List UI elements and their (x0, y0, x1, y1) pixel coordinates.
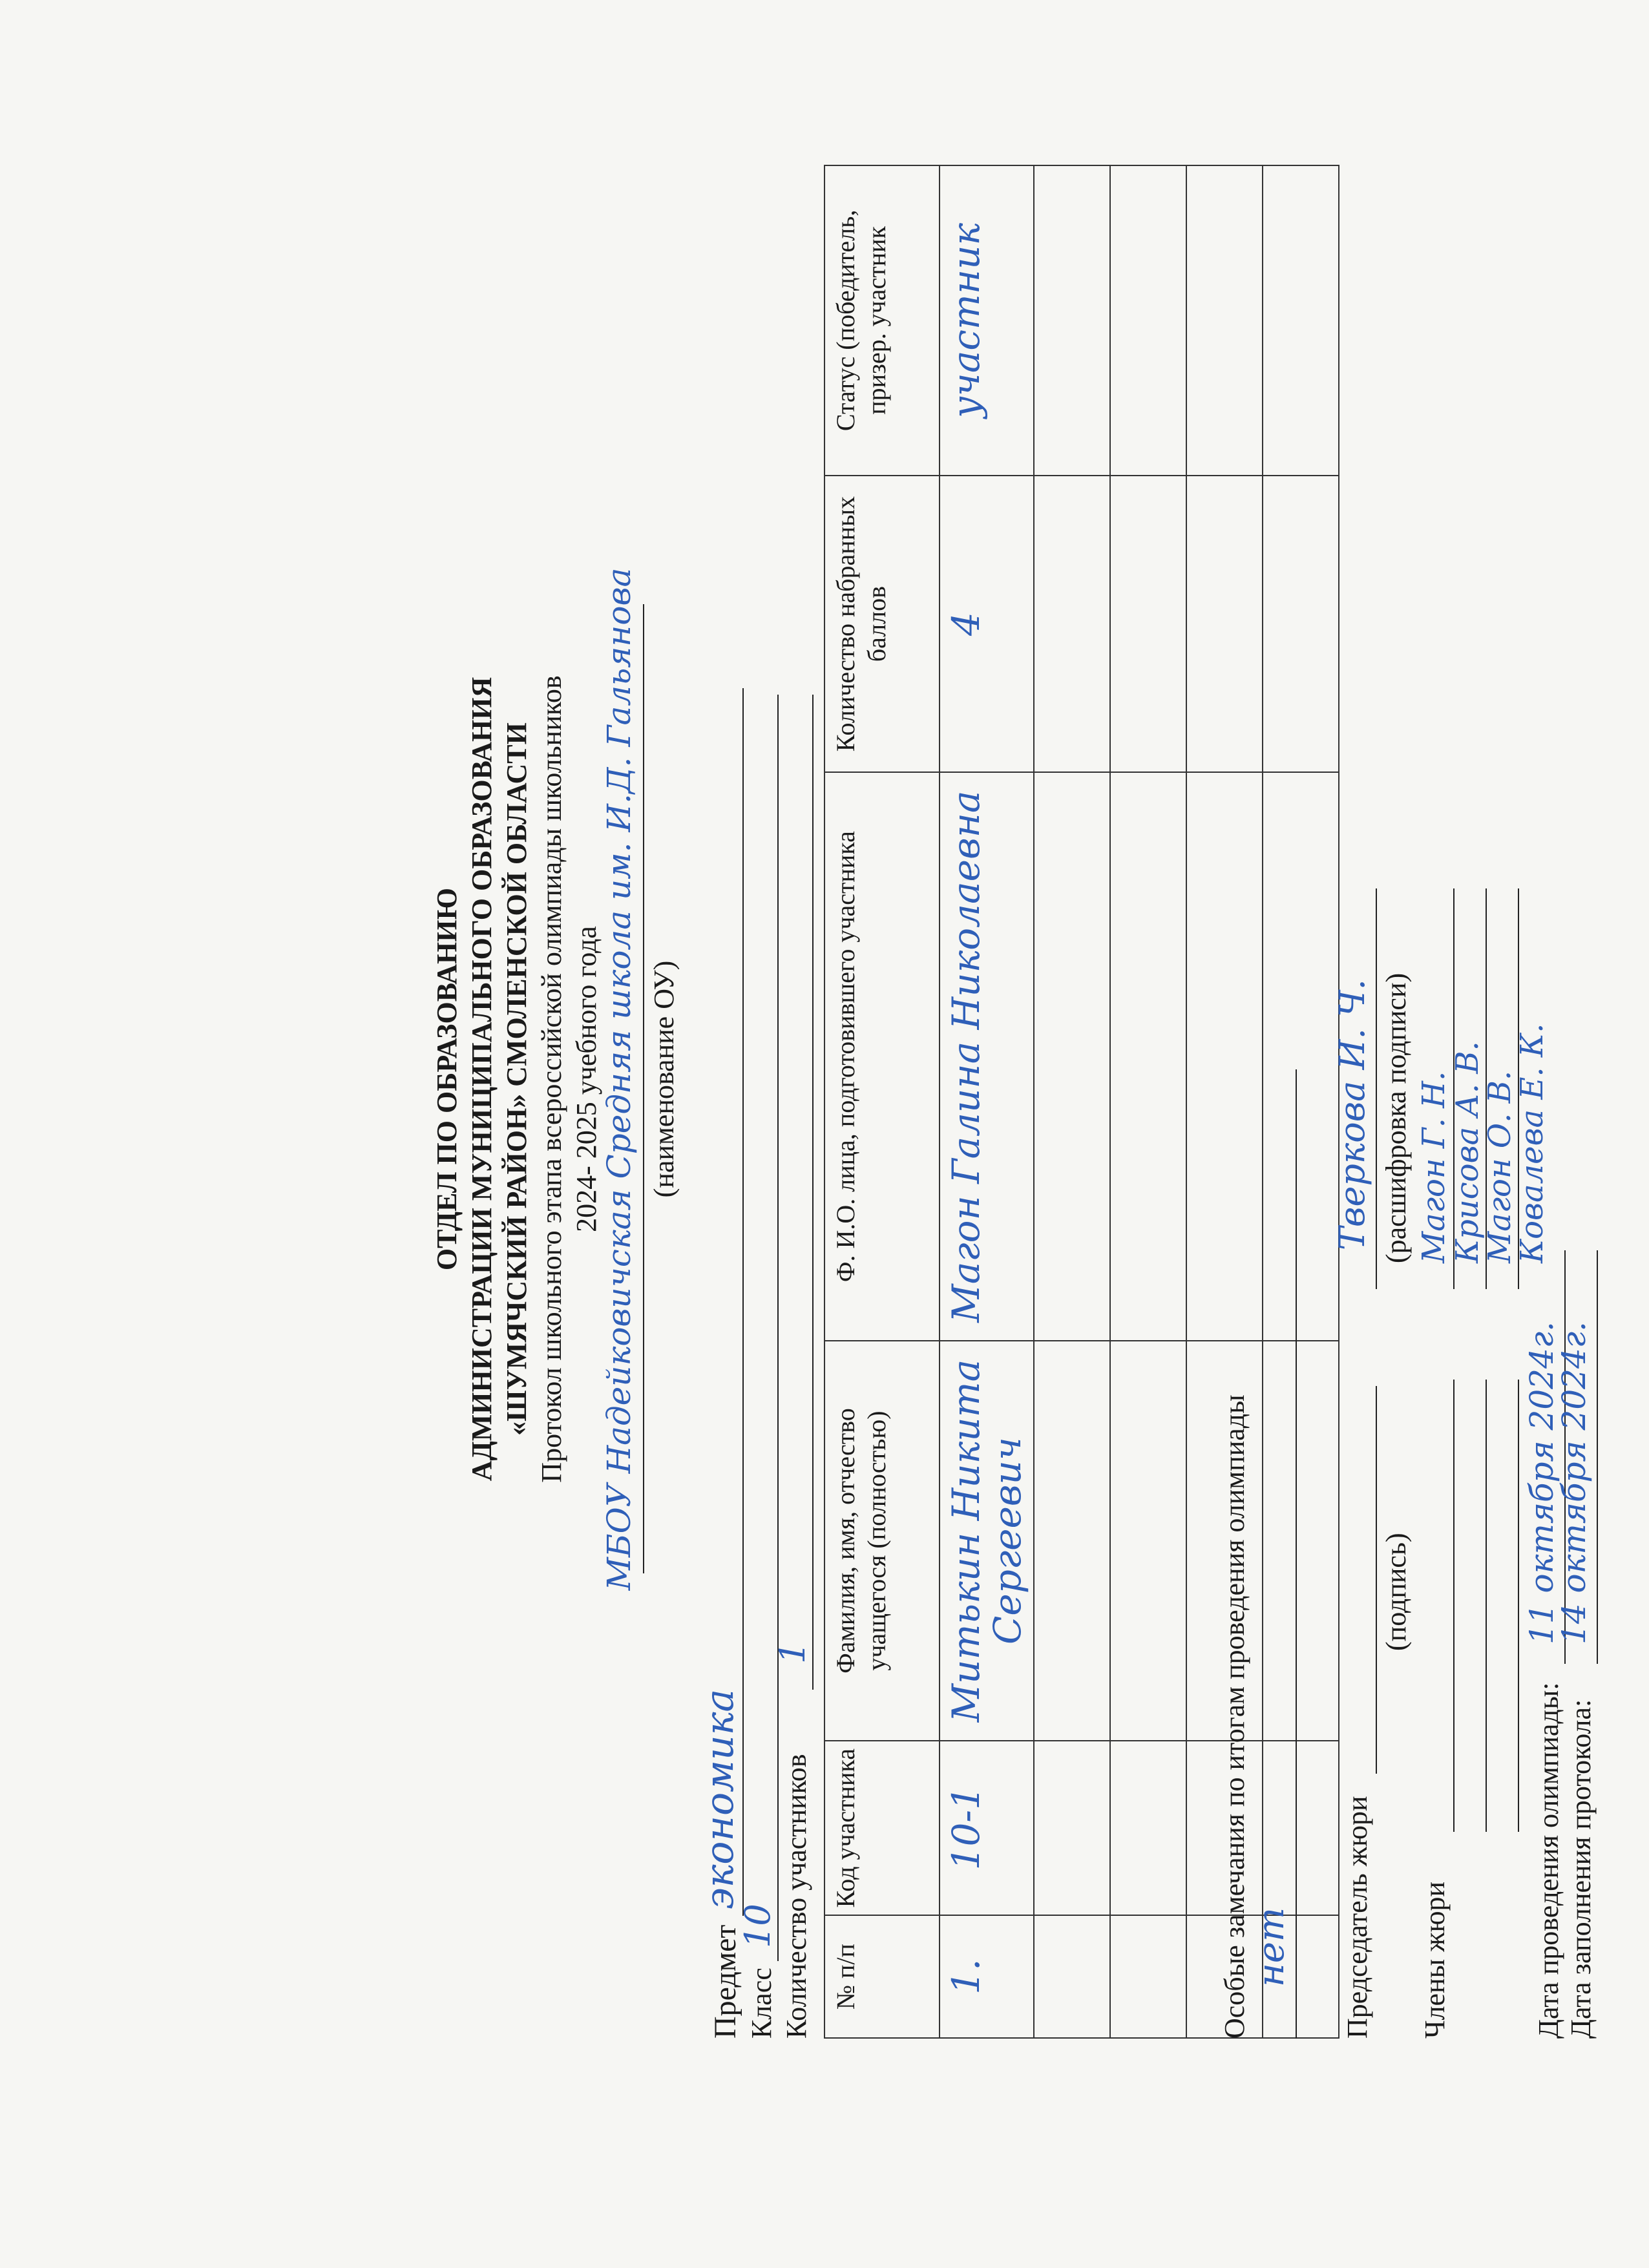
table-header-row (824, 165, 940, 2038)
school-caption: (наименование ОУ) (648, 960, 680, 1198)
filled-date-label: Дата заполнения протокола: (1565, 1699, 1597, 2039)
filled-date-value: 14 октября 2024г. (1555, 1321, 1593, 1644)
col-teacher-name: Ф. И.О. лица, подготовившего участника (824, 772, 940, 1340)
header-line-2: АДМИНИСТРАЦИИ МУНИЦИПАЛЬНОГО ОБРАЗОВАНИЯ (466, 677, 498, 1482)
cell-number (1110, 1915, 1186, 2038)
class-underline (777, 695, 779, 1961)
col-score: Количество набранных баллов (824, 476, 940, 773)
subject-label: Предмет (708, 1924, 742, 2039)
header-line-3: «ШУМЯЧСКИЙ РАЙОН» СМОЛЕНСКОЙ ОБЛАСТИ (501, 722, 532, 1436)
cell-status (1263, 165, 1339, 476)
cell-teacher-name: Магон Галина Николаевна (940, 772, 1034, 1340)
cell-teacher-name (1263, 772, 1339, 1340)
header-line-1: ОТДЕЛ ПО ОБРАЗОВАНИЮ (431, 887, 463, 1271)
member-name: Крисова А. В. (1449, 1041, 1486, 1263)
school-underline (643, 604, 644, 1573)
cell-code (1034, 1741, 1110, 1915)
decode-caption: (расшифровка подписи) (1380, 972, 1412, 1263)
cell-status (1186, 165, 1263, 476)
cell-status (1034, 165, 1110, 476)
cell-score (1186, 476, 1263, 773)
notes-underline (1296, 1069, 1297, 2039)
cell-student-name (1034, 1341, 1110, 1741)
col-status: Статус (победитель, призер. участник (824, 165, 940, 476)
col-code: Код участника (824, 1741, 940, 1915)
chair-signature-line (1376, 1386, 1377, 1774)
school-name: МБОУ Надейковичская Средняя школа им. И.Д. Гальянова (600, 567, 638, 1591)
member-sign-line (1486, 1380, 1487, 1832)
cell-number (1034, 1915, 1110, 2038)
class-value: 10 (737, 1904, 778, 1948)
cell-code: 10-1 (940, 1741, 1034, 1915)
cell-score (1034, 476, 1110, 773)
header-line-4: Протокол школьного этапа всероссийской олимпиады школьников (536, 675, 567, 1483)
member-name: Магон Г. Н. (1416, 1071, 1452, 1263)
subject-value: экономика (697, 1688, 742, 1909)
cell-number: 1. (940, 1915, 1034, 2038)
chair-name: Тверкова И. Ч. (1332, 979, 1372, 1250)
cell-student-name (1263, 1341, 1339, 1741)
results-table (824, 165, 1339, 2039)
cell-student-name: Митькин Никита Сергеевич (940, 1341, 1034, 1741)
members-label: Члены жюри (1419, 1881, 1451, 2039)
cell-teacher-name (1110, 772, 1186, 1340)
member-name: Магон О. В. (1482, 1070, 1518, 1263)
table-row (1110, 165, 1186, 2038)
cell-student-name (1110, 1341, 1186, 1741)
held-date-label: Дата проведения олимпиады: (1533, 1682, 1564, 2039)
col-number: № п/п (824, 1915, 940, 2038)
member-sign-line (1453, 1380, 1455, 1832)
col-student-name: Фамилия, имя, отчество учащегося (полностью) (824, 1341, 940, 1741)
cell-score (1263, 476, 1339, 773)
table-row (940, 165, 1034, 2038)
table-row (1034, 165, 1110, 2038)
subject-underline (742, 688, 744, 1916)
member-name: Ковалева Е. К. (1514, 1023, 1550, 1263)
cell-score: 4 (940, 476, 1034, 773)
cell-code (1110, 1741, 1186, 1915)
cell-status: участник (940, 165, 1034, 476)
count-underline (812, 695, 814, 1690)
notes-value: нет (1250, 1907, 1292, 1987)
protocol-sheet (410, 3, 1599, 2155)
notes-label: Особые замечания по итогам проведения олимпиады (1219, 1394, 1250, 2039)
count-value: 1 (772, 1641, 813, 1664)
cell-teacher-name (1034, 772, 1110, 1340)
chair-name-line (1376, 888, 1377, 1289)
cell-code (1263, 1741, 1339, 1915)
class-label: Класс (746, 1968, 777, 2039)
cell-teacher-name (1186, 772, 1263, 1340)
member-sign-line (1518, 1380, 1519, 1832)
cell-score (1110, 476, 1186, 773)
filled-date-underline (1597, 1250, 1598, 1664)
chair-label: Председатель жюри (1341, 1796, 1373, 2039)
header-line-5: 2024- 2025 учебного года (571, 926, 602, 1232)
cell-status (1110, 165, 1186, 476)
table-row (1263, 165, 1339, 2038)
held-date-value: 11 октября 2024г. (1523, 1321, 1560, 1644)
count-label: Количество участников (781, 1754, 812, 2039)
signature-caption: (подпись) (1380, 1533, 1412, 1651)
